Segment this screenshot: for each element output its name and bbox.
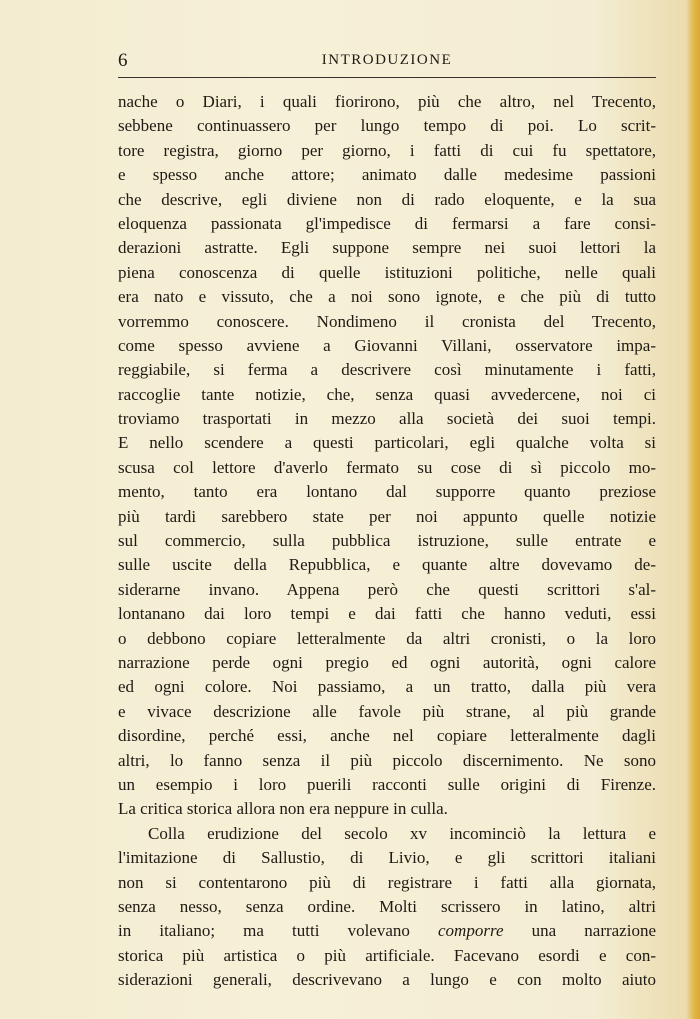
text-line: era nato e vissuto, che a noi sono ignote, e che più di tutto bbox=[118, 287, 656, 307]
text-line: come spesso avviene a Giovanni Villani, osservatore impa- bbox=[118, 335, 656, 355]
text-line: Colla erudizione del secolo xv incominciò la lettura e bbox=[148, 823, 656, 843]
running-title: INTRODUZIONE bbox=[321, 52, 453, 68]
text-line: o debbono copiare letteralmente da altri cronisti, o la loro bbox=[118, 628, 656, 648]
header-rule bbox=[118, 77, 656, 78]
text-line: mento, tanto era lontano dal supporre quanto preziose bbox=[118, 482, 656, 502]
text-line: siderazioni generali, descrivevano a lungo e con molto aiuto bbox=[118, 970, 656, 990]
text-line: vorremmo conoscere. Nondimeno il cronista del Trecento, bbox=[118, 311, 656, 331]
text-line: derazioni astratte. Egli suppone sempre nei suoi lettori la bbox=[118, 238, 656, 258]
page-header bbox=[118, 46, 656, 76]
text-line: ed ogni colore. Noi passiamo, a un tratto, dalla più vera bbox=[118, 677, 656, 697]
text-line: E nello scendere a questi particolari, egli qualche volta si bbox=[118, 433, 656, 453]
text-line: siderarne invano. Appena però che questi scrittori s'al- bbox=[118, 579, 656, 599]
text-line: sul commercio, sulla pubblica istruzione, sulle entrate e bbox=[118, 531, 656, 551]
text-line: altri, lo fanno senza il più piccolo discernimento. Ne sono bbox=[118, 750, 656, 770]
text-line: non si contentarono più di registrare i fatti alla giornata, bbox=[118, 872, 656, 892]
text-line: e vivace descrizione alle favole più strane, al più grande bbox=[118, 701, 656, 721]
text-line: La critica storica allora non era neppure in culla. bbox=[118, 799, 448, 819]
text-line: che descrive, egli diviene non di rado eloquente, e la sua bbox=[118, 189, 656, 209]
body-text bbox=[118, 90, 656, 992]
text-segment: in italiano; ma tutti volevano bbox=[118, 921, 439, 941]
text-line: piena conoscenza di quelle istituzioni politiche, nelle quali bbox=[118, 262, 656, 282]
text-line: storica più artistica o più artificiale. Facevano esordi e con- bbox=[118, 945, 656, 965]
text-line: e spesso anche attore; animato dalle medesime passioni bbox=[118, 165, 656, 185]
text-line: un esempio i loro puerili racconti sulle origini di Firenze. bbox=[118, 774, 656, 794]
text-line: nache o Diari, i quali fiorirono, più che altro, nel Trecento, bbox=[118, 92, 656, 111]
italic-word: comporre bbox=[438, 921, 504, 941]
text-line: raccoglie tante notizie, che, senza quasi avvedercene, noi ci bbox=[118, 384, 656, 404]
text-line: l'imitazione di Sallustio, di Livio, e gli scrittori italiani bbox=[118, 848, 656, 868]
text-line: senza nesso, senza ordine. Molti scrissero in latino, altri bbox=[118, 896, 656, 916]
page-edge bbox=[686, 0, 700, 1019]
text-line: scusa col lettore d'averlo fermato su cose di sì piccolo mo- bbox=[118, 457, 656, 477]
page-number: 6 bbox=[118, 50, 128, 71]
text-line: narrazione perde ogni pregio ed ogni autorità, ogni calore bbox=[118, 652, 656, 672]
text-segment: una narrazione bbox=[503, 921, 656, 941]
text-line-mixed bbox=[118, 919, 656, 943]
text-line: disordine, perché essi, anche nel copiare letteralmente dagli bbox=[118, 726, 656, 746]
text-line: lontanano dai loro tempi e dai fatti che hanno veduti, essi bbox=[118, 604, 656, 624]
text-line: sulle uscite della Repubblica, e quante altre dovevamo de- bbox=[118, 555, 656, 575]
text-line: tore registra, giorno per giorno, i fatti di cui fu spettatore, bbox=[118, 140, 656, 160]
text-line: più tardi sarebbero state per noi appunto quelle notizie bbox=[118, 506, 656, 526]
text-line: reggiabile, si ferma a descrivere così minutamente i fatti, bbox=[118, 360, 656, 380]
text-line: sebbene continuassero per lungo tempo di poi. Lo scrit- bbox=[118, 116, 656, 136]
text-line: troviamo trasportati in mezzo alla società dei suoi tempi. bbox=[118, 409, 656, 429]
text-line: eloquenza passionata gl'impedisce di fermarsi a fare consi- bbox=[118, 213, 656, 233]
